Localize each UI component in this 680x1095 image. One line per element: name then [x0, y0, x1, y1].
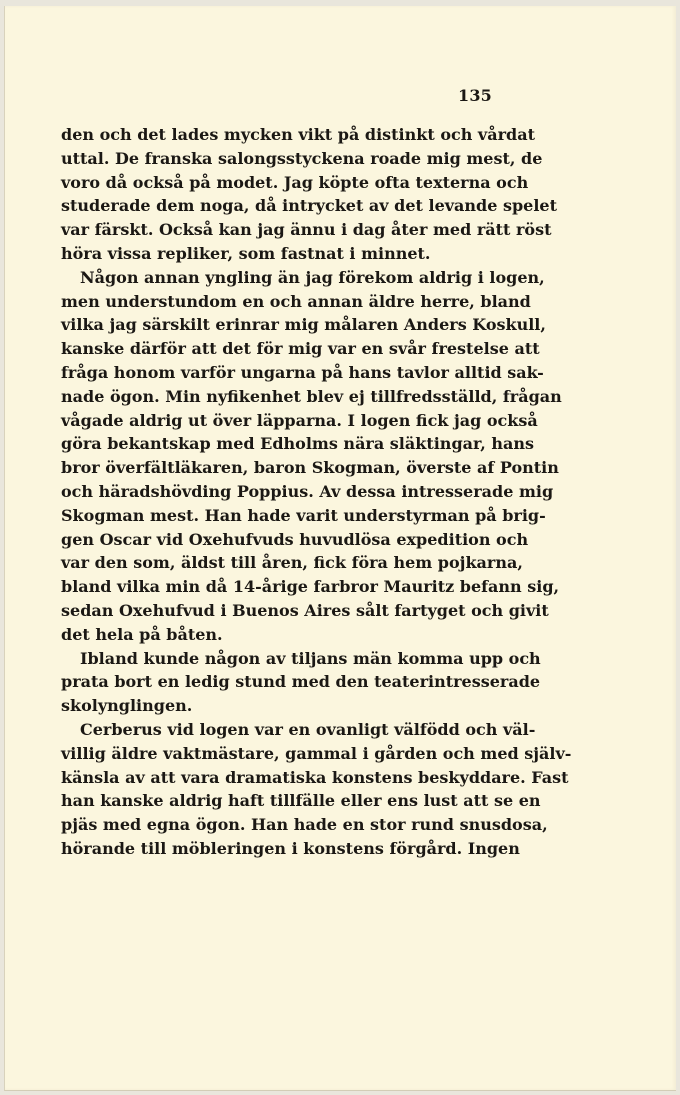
text-line: men understundom en och annan äldre herre, bland: [61, 291, 531, 311]
text-line: pjäs med egna ögon. Han hade en stor rund snusdosa,: [61, 815, 548, 835]
text-line: göra bekantskap med Edholms nära släktingar, hans: [61, 434, 535, 454]
text-line: Skogman mest. Han hade varit understyrman på brig-: [61, 505, 546, 525]
text-line: var den som, äldst till åren, fick föra hem pojkarna,: [61, 553, 523, 573]
text-line: sedan Oxehufvud i Buenos Aires sålt fartyget och givit: [61, 600, 549, 620]
text-line: bland vilka min då 14-årige farbror Mauritz befann sig,: [61, 577, 560, 597]
text-line: den och det lades mycken vikt på distinkt och vårdat: [61, 125, 535, 144]
text-line: voro då också på modet. Jag köpte ofta texterna och: [61, 172, 529, 192]
text-line: skolynglingen.: [61, 696, 193, 716]
text-line: Cerberus vid logen var en ovanligt välfödd och väl-: [80, 719, 536, 739]
text-line: hörande till möbleringen i konstens förgård. Ingen: [61, 838, 520, 858]
text-line: var färskt. Också kan jag ännu i dag åter med rätt röst: [61, 220, 552, 240]
text-line: gen Oscar vid Oxehufvuds huvudlösa expedition och: [61, 529, 529, 549]
text-line: känsla av att vara dramatiska konstens beskyddare. Fast: [61, 767, 569, 787]
text-line: det hela på båten.: [61, 624, 223, 644]
text-line: studerade dem noga, då intrycket av det levande spelet: [61, 196, 557, 216]
text-line: prata bort en ledig stund med den teaterintresserade: [61, 672, 541, 692]
text-line: vilka jag särskilt erinrar mig målaren Anders Koskull,: [61, 315, 546, 335]
text-line: höra vissa repliker, som fastnat i minnet.: [61, 243, 431, 263]
text-line: uttal. De franska salongsstyckena roade mig mest, de: [61, 148, 543, 168]
text-line: fråga honom varför ungarna på hans tavlor alltid sak-: [61, 362, 544, 382]
book-page: [4, 6, 676, 1091]
text-line: bror överfältläkaren, baron Skogman, överste af Pontin: [61, 458, 559, 478]
text-line: han kanske aldrig haft tillfälle eller ens lust att se en: [61, 791, 541, 811]
text-line: och häradshövding Poppius. Av dessa intresserade mig: [61, 481, 554, 501]
text-line: kanske därför att det för mig var en svår frestelse att: [61, 339, 540, 359]
text-line: vågade aldrig ut över läpparna. I logen fick jag också: [61, 410, 538, 430]
text-line: Ibland kunde någon av tiljans män komma upp och: [80, 648, 541, 668]
body-text: [61, 123, 572, 861]
text-line: villig äldre vaktmästare, gammal i gården och med själv-: [61, 743, 572, 763]
text-line: Någon annan yngling än jag förekom aldrig i logen,: [80, 267, 545, 287]
page-number: 135: [458, 86, 492, 105]
text-line: nade ögon. Min nyfikenhet blev ej tillfredsställd, frågan: [61, 386, 562, 406]
